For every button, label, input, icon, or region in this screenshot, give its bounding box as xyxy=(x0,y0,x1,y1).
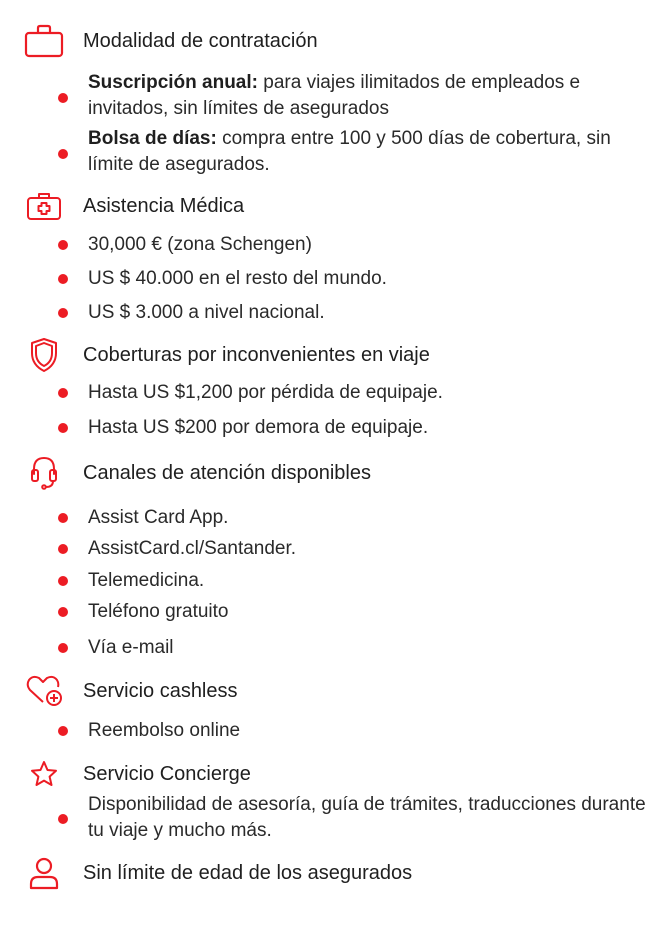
item-text: US $ 3.000 a nivel nacional. xyxy=(88,302,325,323)
item-text: Disponibilidad de asesoría, guía de trámites, traducciones durante tu viaje y mucho más. xyxy=(88,794,646,841)
bullet xyxy=(58,240,68,250)
user-icon xyxy=(22,853,66,893)
item-bold-label: Suscripción anual: xyxy=(88,72,258,93)
section-asistencia-medica xyxy=(0,186,661,226)
section-modalidad xyxy=(0,21,661,61)
item-text: Assist Card App. xyxy=(88,507,229,528)
bullet xyxy=(58,149,68,159)
item-text: Teléfono gratuito xyxy=(88,601,229,622)
section-canales xyxy=(0,453,661,493)
item-text: para viajes ilimitados de empleados e invitados, sin límites de asegurados xyxy=(88,72,581,119)
briefcase-icon xyxy=(22,21,66,61)
item-text: 30,000 € (zona Schengen) xyxy=(88,234,312,255)
bullet xyxy=(58,93,68,103)
bullet xyxy=(58,308,68,318)
bullet xyxy=(58,607,68,617)
section-title: Coberturas por inconvenientes en viaje xyxy=(83,344,430,366)
section-cashless xyxy=(0,671,661,711)
section-title: Sin límite de edad de los asegurados xyxy=(83,862,413,884)
bullet xyxy=(58,513,68,523)
headset-icon xyxy=(22,453,66,493)
item-text: AssistCard.cl/Santander. xyxy=(88,538,297,559)
item-bold-label: Bolsa de días: xyxy=(88,128,217,149)
medical-kit-icon xyxy=(22,186,66,226)
item-text: Vía e-mail xyxy=(88,637,174,658)
heart-plus-icon xyxy=(22,671,66,711)
item-text: Hasta US $1,200 por pérdida de equipaje. xyxy=(88,382,443,403)
item-text: US $ 40.000 en el resto del mundo. xyxy=(88,268,387,289)
item-text: Telemedicina. xyxy=(88,570,205,591)
bullet xyxy=(58,726,68,736)
section-edad xyxy=(0,853,661,893)
section-title: Asistencia Médica xyxy=(83,195,245,217)
section-title: Modalidad de contratación xyxy=(83,30,318,52)
section-title: Servicio cashless xyxy=(83,680,238,702)
bullet xyxy=(58,423,68,433)
shield-icon xyxy=(22,335,66,375)
section-coberturas xyxy=(0,335,661,375)
section-title: Canales de atención disponibles xyxy=(83,462,371,484)
bullet xyxy=(58,814,68,824)
item-text: Reembolso online xyxy=(88,720,241,741)
bullet xyxy=(58,643,68,653)
bullet xyxy=(58,576,68,586)
bullet xyxy=(58,388,68,398)
item-text: Hasta US $200 por demora de equipaje. xyxy=(88,417,429,438)
item-text: compra entre 100 y 500 días de cobertura, sin límite de asegurados. xyxy=(88,128,611,175)
section-concierge xyxy=(0,754,661,794)
star-icon xyxy=(22,754,66,794)
bullet xyxy=(58,274,68,284)
bullet xyxy=(58,544,68,554)
section-title: Servicio Concierge xyxy=(83,763,251,785)
